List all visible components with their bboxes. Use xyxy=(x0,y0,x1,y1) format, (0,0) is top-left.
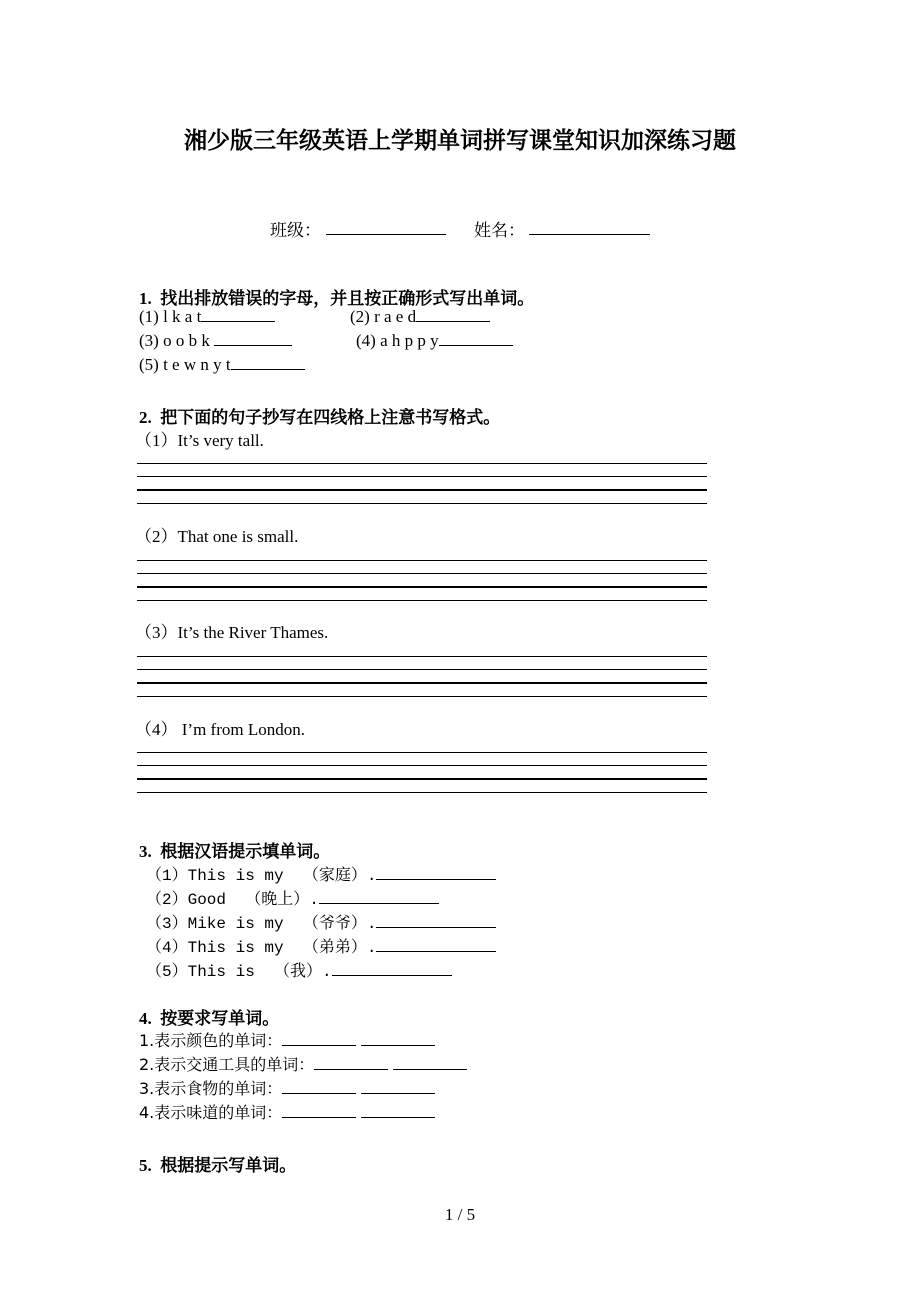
q4-item xyxy=(139,1100,435,1123)
q3-item xyxy=(146,862,496,885)
q1-item xyxy=(350,307,490,327)
q2-sentence: （2）That one is small. xyxy=(135,527,299,546)
q5-heading: 5. 根据提示写单词。 xyxy=(139,1156,297,1175)
answer-blank[interactable] xyxy=(314,1068,388,1070)
q2-sentence: （4） I’m from London. xyxy=(135,720,305,739)
answer-blank[interactable] xyxy=(376,878,496,880)
q4-item-text: 1.表示颜色的单词： xyxy=(139,1031,283,1050)
q3-item xyxy=(146,886,439,909)
q3-heading: 3. 根据汉语提示填单词。 xyxy=(139,842,331,861)
answer-blank[interactable] xyxy=(319,902,439,904)
q3-item xyxy=(146,958,452,981)
answer-blank[interactable] xyxy=(361,1044,435,1046)
q3-item-text: （4）This is my （弟弟）. xyxy=(146,939,377,957)
q3-item-text: （5）This is （我）. xyxy=(146,963,332,981)
name-blank[interactable] xyxy=(529,234,650,235)
class-label: 班级： xyxy=(270,221,321,240)
answer-blank[interactable] xyxy=(361,1116,435,1118)
answer-blank[interactable] xyxy=(201,320,275,322)
q4-item xyxy=(139,1052,467,1075)
answer-blank[interactable] xyxy=(282,1044,356,1046)
q1-item-text: (3) o o b k xyxy=(139,331,210,350)
answer-blank[interactable] xyxy=(214,344,292,346)
q4-item xyxy=(139,1076,435,1099)
q4-item-text: 3.表示食物的单词： xyxy=(139,1079,283,1098)
q3-item-text: （1）This is my （家庭）. xyxy=(146,867,377,885)
answer-blank[interactable] xyxy=(393,1068,467,1070)
four-line-grid[interactable] xyxy=(137,560,707,602)
q4-item-text: 2.表示交通工具的单词： xyxy=(139,1055,315,1074)
four-line-grid[interactable] xyxy=(137,752,707,794)
name-label: 姓名： xyxy=(474,221,525,240)
q4-heading: 4. 按要求写单词。 xyxy=(139,1009,280,1028)
q1-item-text: (5) t e w n y t xyxy=(139,355,231,374)
q2-heading: 2. 把下面的句子抄写在四线格上注意书写格式。 xyxy=(139,408,501,427)
q3-item-text: （3）Mike is my （爷爷）. xyxy=(146,915,377,933)
q1-item xyxy=(139,331,292,351)
class-blank[interactable] xyxy=(326,234,446,235)
q1-item-text: (4) a h p p y xyxy=(356,331,439,350)
q4-item xyxy=(139,1028,435,1051)
answer-blank[interactable] xyxy=(282,1092,356,1094)
q1-heading: 1. 找出排放错误的字母，并且按正确形式写出单词。 xyxy=(139,289,535,308)
q3-item xyxy=(146,934,496,957)
answer-blank[interactable] xyxy=(361,1092,435,1094)
q3-item-text: （2）Good （晚上）. xyxy=(146,891,319,909)
answer-blank[interactable] xyxy=(231,368,305,370)
answer-blank[interactable] xyxy=(282,1116,356,1118)
q2-sentence: （1）It’s very tall. xyxy=(135,431,264,450)
q1-item xyxy=(356,331,513,351)
q1-item xyxy=(139,355,305,375)
q1-item xyxy=(139,307,275,327)
answer-blank[interactable] xyxy=(439,344,513,346)
q2-sentence: （3）It’s the River Thames. xyxy=(135,623,329,642)
q1-item-text: (1) l k a t xyxy=(139,307,202,326)
q4-item-text: 4.表示味道的单词： xyxy=(139,1103,283,1122)
q3-item xyxy=(146,910,496,933)
page-title: 湘少版三年级英语上学期单词拼写课堂知识加深练习题 xyxy=(184,128,736,153)
four-line-grid[interactable] xyxy=(137,656,707,698)
q1-item-text: (2) r a e d xyxy=(350,307,417,326)
answer-blank[interactable] xyxy=(376,950,496,952)
four-line-grid[interactable] xyxy=(137,463,707,505)
answer-blank[interactable] xyxy=(332,974,452,976)
answer-blank[interactable] xyxy=(376,926,496,928)
answer-blank[interactable] xyxy=(416,320,490,322)
page-number: 1 / 5 xyxy=(444,1205,476,1224)
